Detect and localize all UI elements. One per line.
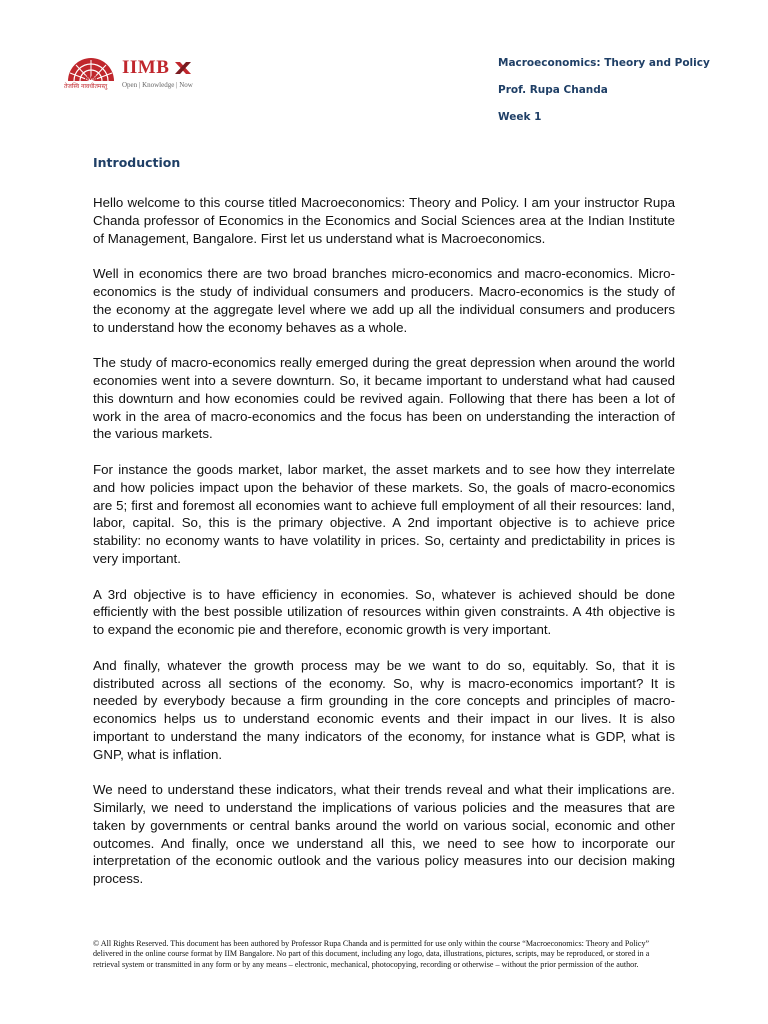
logo-wordmark: IIMB xyxy=(122,57,170,78)
week-label: Week 1 xyxy=(498,111,542,123)
instructor-name: Prof. Rupa Chanda xyxy=(498,84,608,96)
paragraph: And finally, whatever the growth process may be we want to do so, equitably. So, that it is distributed across all sections of the economy. So, why is macro-economics important? It is needed by everybody because a firm grounding in the core concepts and principles of macro-economics helps us to understand economic events and their impact in our lives. It is also important to understand the many indicators of the economy, for instance what is GDP, what is GNP, what is inflation. xyxy=(93,657,675,762)
course-meta xyxy=(498,57,710,138)
logo-motto: तेजस्वि नावधीतमस्तु xyxy=(64,83,108,90)
paragraph: Well in economics there are two broad branches micro-economics and macro-economics. Micro-economics is the study of individual consumers and producers. Macro-economics is the study of the economy at the aggregate level where we add up all the individual consumers and producers to understand how the economy behaves as a whole. xyxy=(93,266,675,335)
paragraph: A 3rd objective is to have efficiency in economies. So, whatever is achieved should be done efficiently with the best possible utilization of resources within given constraints. A 4th objective is to expand the economic pie and therefore, economic growth is very important. xyxy=(93,586,675,638)
iimbx-logo xyxy=(64,55,204,95)
copyright-footnote: © All Rights Reserved. This document has been authored by Professor Rupa Chanda and is permitted for use only within the course “Macroeconomics: Theory and Policy” delivered in the online course format by IIM Bangalore. No part of this document, including any logo, data, illustrations, pictures, scripts, may be reproduced, or stored in a retrieval system or transmitted in any form or by any means – electronic, mechanical, photocopying, recording or otherwise – without the prior permission of the author. xyxy=(93,939,650,969)
paragraph: Hello welcome to this course titled Macroeconomics: Theory and Policy. I am your instructor Rupa Chanda professor of Economics in the Economics and Social Sciences area at the Indian Institute of Management, Bangalore. First let us understand what is Macroeconomics. xyxy=(93,195,675,246)
iimb-emblem-icon xyxy=(64,55,120,83)
course-title: Macroeconomics: Theory and Policy xyxy=(498,57,710,69)
emblem-label: IIMB xyxy=(84,76,98,82)
paragraph: We need to understand these indicators, what their trends reveal and what their implications are. Similarly, we need to understand the implications of various policies and the measures that are taken by governments or central banks around the world on various social, economic and other outcomes. And finally, once we understand all this, we need to see how to incorporate our interpretation of the economic outlook and the various policy measures into our decision making process. xyxy=(93,782,675,887)
x-mark-icon xyxy=(175,62,191,74)
document-body xyxy=(93,194,675,906)
section-heading: Introduction xyxy=(93,155,181,170)
logo-tagline: Open | Knowledge | Now xyxy=(122,81,193,89)
paragraph: For instance the goods market, labor market, the asset markets and to see how they interrelate and how policies impact upon the behavior of these markets. So, the goals of macro-economics are 5; first and foremost all economies want to achieve full employment of all their resources: land, labor, capital. So, this is the primary objective. A 2nd important objective is to achieve price stability: no economy wants to have volatility in prices. So, certainty and predictability in prices is very important. xyxy=(93,461,675,566)
paragraph: The study of macro-economics really emerged during the great depression when around the world economies went into a severe downturn. So, it became important to understand what had caused this downturn and how economies could be revived again. Following that there has been a lot of work in the area of macro-economics and the focus has been on understanding the interaction of the various markets. xyxy=(93,355,675,442)
